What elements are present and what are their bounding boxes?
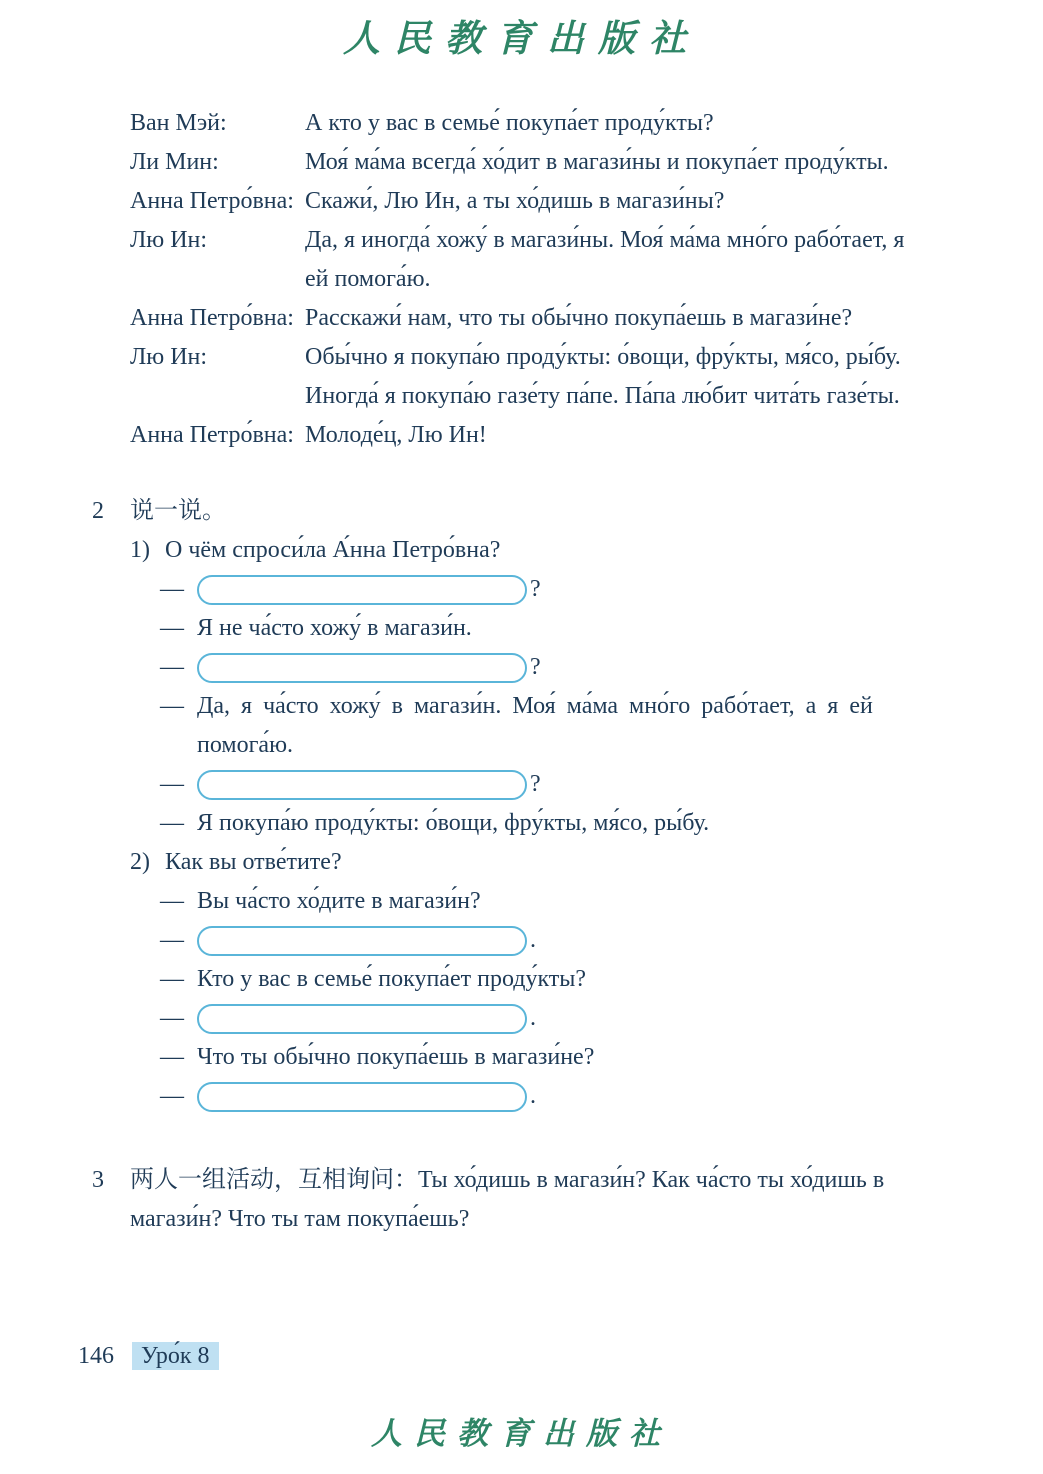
dialogue-line: Обы́чно я покупа́ю проду́кты: о́вощи, фру́кты, мя́со, ры́бу.	[305, 344, 901, 370]
dialogue-section	[130, 104, 930, 455]
dialogue-row	[130, 299, 930, 338]
answer-text: помога́ю.	[197, 732, 293, 758]
dialogue-speaker: Анна Петро́вна:	[130, 305, 294, 331]
answer-text: Я не ча́сто хожу́ в магази́н.	[197, 615, 472, 641]
exercise-3	[92, 1161, 972, 1239]
answer-blank	[197, 575, 527, 605]
answer-blank	[197, 1082, 527, 1112]
dash-mark: —	[160, 888, 184, 914]
page-footer	[78, 1340, 219, 1372]
dialogue-speaker: Лю Ин:	[130, 344, 208, 370]
answer-text: Я покупа́ю проду́кты: о́вощи, фру́кты, мя́со, ры́бу.	[197, 810, 710, 836]
dialogue-row	[130, 143, 930, 182]
question-text: Кто у вас в семье́ покупа́ет проду́кты?	[197, 966, 587, 992]
blank-answer-line	[160, 648, 942, 687]
question-text: Что ты обы́чно покупа́ешь в магази́не?	[197, 1044, 595, 1070]
answer-line	[160, 609, 942, 648]
dialogue-utterance: А кто у вас в семье́ покупа́ет проду́кты?	[305, 110, 714, 136]
dialogue-utterance	[305, 338, 930, 416]
exercise-title: 说一说。	[130, 498, 226, 524]
dash-mark: —	[160, 966, 184, 992]
dash-mark: —	[160, 771, 184, 797]
blank-tail: ?	[530, 654, 541, 680]
dialogue-utterance: Моя́ ма́ма всегда́ хо́дит в магази́ны и покупа́ет проду́кты.	[305, 149, 889, 175]
dialogue-row	[130, 104, 930, 143]
dialogue-speaker: Ван Мэй:	[130, 110, 227, 136]
blank-answer-line	[160, 921, 942, 960]
exercise-instruction-line: 两人一组活动，互相询问：Ты хо́дишь в магази́н? Как ча́сто ты хо́дишь в	[130, 1167, 885, 1193]
publisher-logo-bottom: 人民教育出版社	[371, 1416, 672, 1451]
dialogue-line: ей помога́ю.	[305, 266, 431, 292]
answer-text: Да, я ча́сто хожу́ в магази́н. Моя́ ма́ма мно́го рабо́тает, а я ей	[197, 693, 873, 719]
blank-tail: .	[530, 1005, 536, 1031]
dialogue-line: Да, я иногда́ хожу́ в магази́ны. Моя́ ма́ма мно́го рабо́тает, я	[305, 227, 905, 253]
sub-question-text: Как вы отве́тите?	[165, 849, 342, 875]
dialogue-utterance: Молоде́ц, Лю Ин!	[305, 422, 487, 448]
lesson-badge: Уро́к 8	[132, 1342, 219, 1370]
answer-line	[160, 804, 942, 843]
sub-question-label: 1)	[130, 537, 150, 563]
question-line	[160, 960, 942, 999]
answer-blank	[197, 1004, 527, 1034]
blank-tail: .	[530, 1083, 536, 1109]
question-line	[160, 1038, 942, 1077]
dialogue-row	[130, 182, 930, 221]
blank-tail: .	[530, 927, 536, 953]
exercise-number: 3	[92, 1167, 104, 1193]
dialogue-row	[130, 221, 930, 299]
answer-blank	[197, 926, 527, 956]
dash-mark: —	[160, 927, 184, 953]
dialogue-row	[130, 416, 930, 455]
blank-tail: ?	[530, 771, 541, 797]
question-line	[160, 882, 942, 921]
dash-mark: —	[160, 1005, 184, 1031]
blank-answer-line	[160, 999, 942, 1038]
sub-question-1	[130, 531, 942, 570]
dialogue-utterance: Скажи́, Лю Ин, а ты хо́дишь в магази́ны?	[305, 188, 725, 214]
publisher-logo-top: 人民教育出版社	[343, 19, 700, 60]
dialogue-row	[130, 338, 930, 416]
dash-mark: —	[160, 810, 184, 836]
dash-mark: —	[160, 654, 184, 680]
dialogue-speaker: Лю Ин:	[130, 227, 208, 253]
question-text: Вы ча́сто хо́дите в магази́н?	[197, 888, 481, 914]
sub-question-2	[130, 843, 942, 882]
dialogue-line: Иногда́ я покупа́ю газе́ту па́пе. Па́па лю́бит чита́ть газе́ты.	[305, 383, 900, 409]
blank-answer-line	[160, 765, 942, 804]
blank-tail: ?	[530, 576, 541, 602]
dialogue-speaker: Анна Петро́вна:	[130, 188, 294, 214]
answer-blank	[197, 770, 527, 800]
exercise-2	[92, 492, 942, 1116]
dialogue-utterance: Расскажи́ нам, что ты обы́чно покупа́ешь в магази́не?	[305, 305, 853, 331]
dash-mark: —	[160, 1083, 184, 1109]
exercise-instruction-line: магази́н? Что ты там покупа́ешь?	[130, 1206, 470, 1232]
sub-question-text: О чём спроси́ла А́нна Петро́вна?	[165, 537, 501, 563]
dash-mark: —	[160, 693, 184, 719]
dialogue-utterance	[305, 221, 930, 299]
answer-line-continuation	[197, 726, 942, 765]
dash-mark: —	[160, 615, 184, 641]
dash-mark: —	[160, 576, 184, 602]
sub-question-label: 2)	[130, 849, 150, 875]
blank-answer-line	[160, 570, 942, 609]
page-number: 146	[78, 1343, 114, 1369]
answer-line	[160, 687, 942, 726]
dialogue-speaker: Анна Петро́вна:	[130, 422, 294, 448]
dialogue-speaker: Ли Мин:	[130, 149, 219, 175]
dash-mark: —	[160, 1044, 184, 1070]
exercise-number: 2	[92, 498, 104, 524]
blank-answer-line	[160, 1077, 942, 1116]
answer-blank	[197, 653, 527, 683]
